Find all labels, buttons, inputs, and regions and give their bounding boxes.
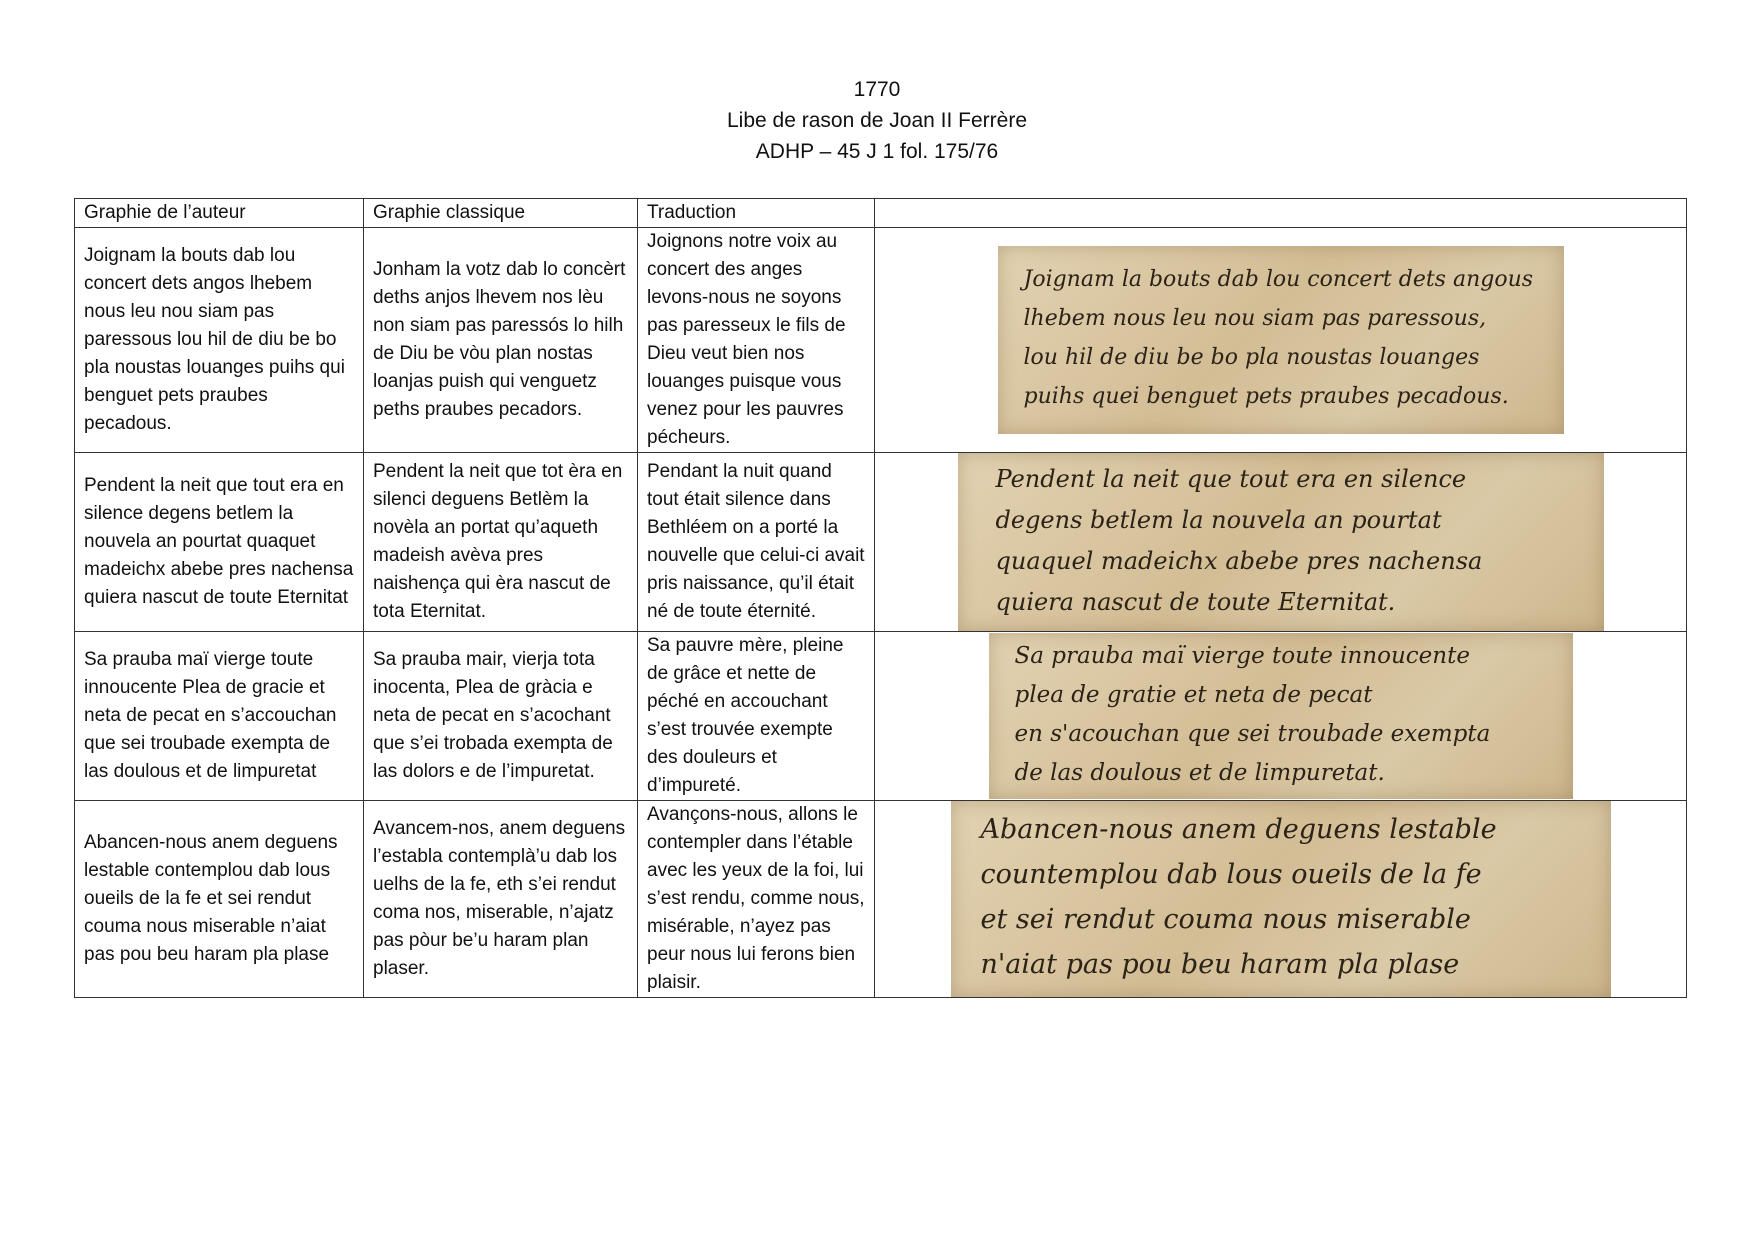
table-row: [75, 801, 1687, 998]
manuscript-line: en s'acouchan que sei troubade exempta: [1014, 721, 1491, 747]
manuscript-scan-image: [989, 633, 1573, 799]
document-year: 1770: [853, 78, 901, 101]
manuscript-cell: [875, 228, 1687, 453]
manuscript-scan-image: [951, 801, 1611, 997]
manuscript-scan-image: [958, 453, 1604, 631]
classic-spelling-cell: Jonham la votz dab lo concèrt deths anjos lhevem nos lèu non siam pas paressós lo hilh de Diu be vòu plan nostas loanjas puish qui venguetz peths praubes pecadors.: [364, 228, 638, 453]
table-row: [75, 228, 1687, 453]
manuscript-cell: [875, 453, 1687, 632]
translation-cell: Avançons-nous, allons le contempler dans l’étable avec les yeux de la foi, lui s’est rendu, comme nous, misérable, n’ayez pas peur nous lui ferons bien plaisir.: [638, 801, 875, 998]
manuscript-scan-image: [998, 246, 1564, 434]
author-spelling-cell: Sa prauba maï vierge toute innoucente Plea de gracie et neta de pecat en s’accouchan que sei troubade exempta de las doulous et de limpuretat: [75, 632, 364, 801]
transcription-table: [74, 198, 1687, 998]
table-header-row: [75, 199, 1687, 228]
translation-cell: Joignons notre voix au concert des anges levons-nous ne soyons pas paresseux le fils de Dieu veut bien nos louanges puisque vous venez pour les pauvres pécheurs.: [638, 228, 875, 453]
manuscript-line: Sa prauba maï vierge toute innoucente: [1014, 643, 1470, 669]
table-row: [75, 453, 1687, 632]
manuscript-line: degens betlem la nouvela an pourtat: [995, 506, 1442, 534]
manuscript-line: quiera nascut de toute Eternitat.: [995, 588, 1396, 616]
translation-cell: Sa pauvre mère, pleine de grâce et nette de péché en accouchant s’est trouvée exempte des douleurs et d’impureté.: [638, 632, 875, 801]
column-header-manuscript: [875, 199, 1687, 228]
manuscript-line: puihs quei benguet pets praubes pecadous.: [1023, 384, 1509, 409]
author-spelling-cell: Abancen-nous anem deguens lestable contemplou dab lous oueils de la fe et sei rendut couma nous miserable n’aiat pas pou beu haram pla plase: [75, 801, 364, 998]
manuscript-line: countemplou dab lous oueils de la fe: [980, 859, 1482, 890]
document-header: [0, 74, 1754, 167]
classic-spelling-cell: Sa prauba mair, vierja tota inocenta, Plea de gràcia e neta de pecat en s’acochant que s’ei trobada exempta de las dolors e de l’impuretat.: [364, 632, 638, 801]
table-row: [75, 632, 1687, 801]
author-spelling-cell: Pendent la neit que tout era en silence degens betlem la nouvela an pourtat quaquet madeichx abebe pres nachensa quiera nascut de toute Eternitat: [75, 453, 364, 632]
column-header-classic: Graphie classique: [364, 199, 638, 228]
classic-spelling-cell: Pendent la neit que tot èra en silenci deguens Betlèm la novèla an portat qu’aqueth madeish avèva pres naishença qui èra nascut de tota Eternitat.: [364, 453, 638, 632]
document-title: Libe de rason de Joan II Ferrère: [726, 109, 1027, 132]
column-header-author: Graphie de l’auteur: [75, 199, 364, 228]
manuscript-line: lou hil de diu be bo pla noustas louanges: [1023, 345, 1480, 370]
manuscript-line: plea de gratie et neta de pecat: [1014, 682, 1373, 708]
translation-cell: Pendant la nuit quand tout était silence dans Bethléem on a porté la nouvelle que celui-ci avait pris naissance, qu’il était né de toute éternité.: [638, 453, 875, 632]
document-reference: ADHP – 45 J 1 fol. 175/76: [755, 140, 999, 163]
manuscript-line: de las doulous et de limpuretat.: [1014, 760, 1385, 786]
manuscript-line: et sei rendut couma nous miserable: [980, 904, 1471, 935]
manuscript-line: Abancen-nous anem deguens lestable: [980, 814, 1497, 845]
manuscript-line: quaquel madeichx abebe pres nachensa: [995, 547, 1483, 575]
classic-spelling-cell: Avancem-nos, anem deguens l’establa contemplà’u dab los uelhs de la fe, eth s’ei rendut coma nos, miserable, n’ajatz pas pòur be’u haram plan plaser.: [364, 801, 638, 998]
manuscript-line: Pendent la neit que tout era en silence: [995, 465, 1467, 493]
author-spelling-cell: Joignam la bouts dab lou concert dets angos lhebem nous leu nou siam pas paressous lou hil de diu be bo pla noustas louanges puihs qui benguet pets praubes pecadous.: [75, 228, 364, 453]
manuscript-line: Joignam la bouts dab lou concert dets angous: [1023, 267, 1534, 292]
manuscript-line: lhebem nous leu nou siam pas paressous,: [1023, 306, 1487, 331]
manuscript-line: n'aiat pas pou beu haram pla plase: [980, 949, 1460, 980]
column-header-translation: Traduction: [638, 199, 875, 228]
manuscript-cell: [875, 801, 1687, 998]
manuscript-cell: [875, 632, 1687, 801]
